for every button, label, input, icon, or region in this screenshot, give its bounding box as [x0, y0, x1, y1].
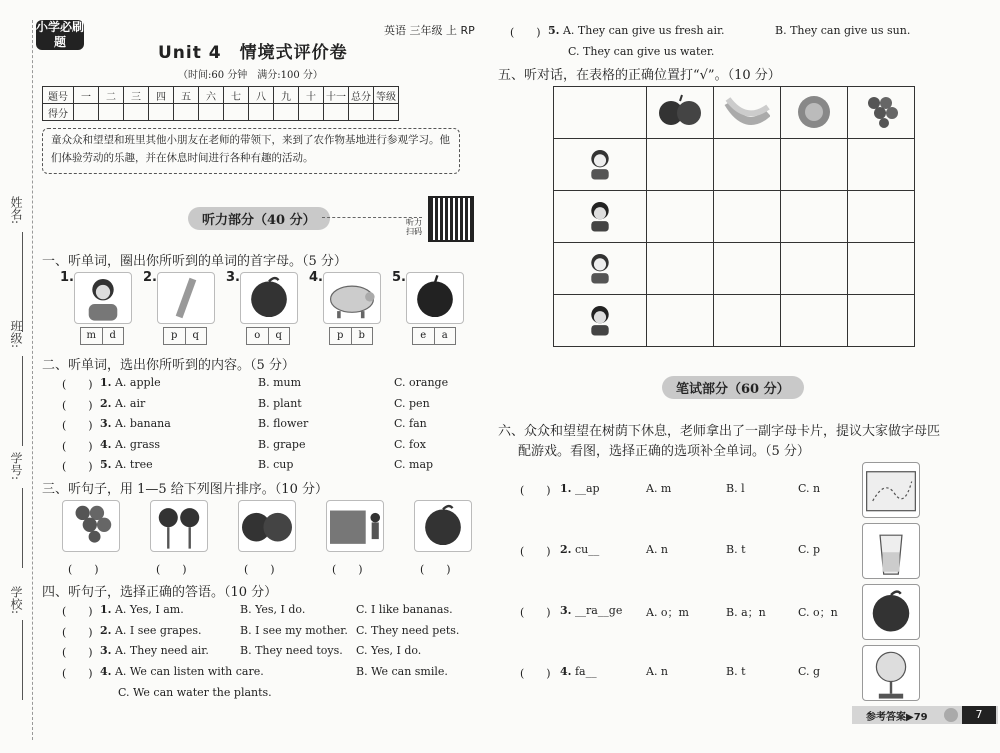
score-input-cell[interactable]: [174, 104, 199, 121]
sec6-question: [560, 665, 597, 678]
school-field[interactable]: [22, 620, 23, 700]
answer-paren[interactable]: ( ): [62, 398, 93, 412]
sec1-picture: [240, 272, 298, 324]
letter-option[interactable]: m: [86, 330, 96, 341]
letter-choice-box: [80, 327, 124, 345]
sec3-picture: [414, 500, 472, 552]
sec1-item-number: 2.: [143, 270, 157, 285]
sec4-row: [100, 644, 209, 657]
sec2-row: [100, 458, 153, 471]
sec6-question: [560, 482, 600, 495]
sec4-title: 四、听句子，选择正确的答语。（10 分）: [42, 585, 278, 600]
score-input-cell[interactable]: [349, 104, 374, 121]
sec3-picture: [150, 500, 208, 552]
answer-paren[interactable]: ( ): [62, 605, 93, 618]
sec5-title: 五、听对话，在表格的正确位置打“√”。（10 分）: [498, 68, 781, 83]
cup-icon: [863, 524, 919, 578]
q5-num: 5.: [548, 24, 560, 37]
score-input-cell[interactable]: [99, 104, 124, 121]
score-header-cell: 五: [174, 87, 199, 104]
score-table: [42, 86, 399, 121]
tick-cell[interactable]: [781, 139, 848, 191]
option-c[interactable]: C. I like bananas.: [356, 603, 453, 616]
option-c[interactable]: C. map: [394, 458, 434, 471]
score-header-cell: 题号: [43, 87, 74, 104]
boy-icon: [580, 196, 620, 234]
tick-cell[interactable]: [781, 243, 848, 295]
grid-corner: [554, 87, 647, 139]
sec3-title: 三、听句子，用 1—5 给下列图片排序。（10 分）: [42, 482, 328, 497]
boy-icon: [580, 300, 620, 338]
answer-paren[interactable]: ( ): [520, 484, 551, 497]
order-paren[interactable]: ( ): [420, 563, 451, 576]
letter-option[interactable]: q: [185, 328, 207, 344]
option-a[interactable]: A. o；m: [646, 606, 689, 619]
grid-header-row: [554, 87, 915, 139]
tick-cell[interactable]: [848, 191, 915, 243]
question-number: 5.: [100, 458, 112, 471]
option-a[interactable]: A. Yes, I am.: [114, 603, 184, 616]
answer-paren[interactable]: ( ): [520, 606, 551, 619]
question-number: 1.: [100, 376, 112, 389]
grid-person-cell: [554, 295, 647, 347]
answer-paren[interactable]: ( ): [520, 545, 551, 558]
letter-choice-box: [163, 327, 207, 345]
answer-paren[interactable]: ( ): [520, 667, 551, 680]
option-a[interactable]: A. air: [114, 396, 146, 410]
score-header-cell: 十一: [324, 87, 349, 104]
question-number: 4.: [100, 437, 112, 451]
name-field[interactable]: [22, 232, 23, 332]
word-blank: __ra__ge: [574, 604, 623, 617]
score-input-cell[interactable]: [74, 104, 99, 121]
word-blank: cu__: [574, 543, 600, 556]
q5-paren[interactable]: ( ): [510, 26, 541, 39]
option-c[interactable]: C. n: [798, 482, 821, 495]
letter-option[interactable]: q: [268, 328, 290, 344]
grid-person-cell: [554, 243, 647, 295]
option-c[interactable]: C. fan: [394, 417, 427, 430]
sec1-item-number: 3.: [226, 270, 240, 285]
score-header-cell: 一: [74, 87, 99, 104]
orange-icon: [791, 93, 837, 129]
score-input-cell[interactable]: [249, 104, 274, 121]
tick-cell[interactable]: [848, 139, 915, 191]
class-field[interactable]: [22, 356, 23, 446]
flowers-icon: [151, 501, 207, 551]
sec6-question: [560, 604, 622, 617]
sec4-row: [100, 603, 184, 616]
grid-person-row: [554, 191, 915, 243]
garden-icon: [327, 501, 383, 551]
grid-fruit-3: [781, 87, 848, 139]
school-field-label: 学校:: [9, 586, 23, 615]
option-c[interactable]: C. p: [798, 543, 821, 556]
tick-cell[interactable]: [647, 295, 714, 347]
binding-line: [32, 20, 33, 740]
order-paren[interactable]: ( ): [332, 563, 363, 576]
score-input-cell[interactable]: [124, 104, 149, 121]
score-header-row: [43, 87, 399, 104]
option-b[interactable]: B. cup: [258, 458, 294, 471]
letter-choice-box: [412, 327, 456, 345]
option-b[interactable]: B. mum: [258, 376, 302, 389]
page-title: Unit 4 情境式评价卷: [158, 43, 348, 63]
sec6-picture: [862, 462, 920, 518]
sec6-title-line2: 配游戏。看图，选择正确的选项补全单词。（5 分）: [518, 444, 810, 459]
sec6-question: [560, 543, 599, 556]
sec2-row: [100, 417, 171, 430]
sec5-grid: [553, 86, 915, 347]
q4-option-a[interactable]: A. We can listen with care.: [114, 665, 264, 678]
letter-choice-box: [246, 327, 290, 345]
score-header-cell: 十: [299, 87, 324, 104]
score-header-cell: 六: [199, 87, 224, 104]
q4-option-c[interactable]: C. We can water the plants.: [118, 686, 272, 699]
question-number: 2.: [560, 543, 572, 556]
option-b[interactable]: B. They need toys.: [240, 644, 343, 657]
option-b[interactable]: B. grape: [258, 437, 306, 451]
grid-person-row: [554, 243, 915, 295]
girl-icon: [580, 248, 620, 286]
sec1-item-number: 4.: [309, 270, 323, 285]
score-input-cell[interactable]: [149, 104, 174, 121]
q4-num: 4.: [100, 665, 112, 678]
grid-fruit-4: [848, 87, 915, 139]
woman-icon: [75, 273, 131, 323]
pen-icon: [158, 273, 214, 323]
option-c[interactable]: C. fox: [394, 437, 426, 451]
grid-fruit-2: [714, 87, 781, 139]
answer-paren[interactable]: ( ): [62, 625, 93, 639]
tick-cell[interactable]: [714, 295, 781, 347]
letter-option[interactable]: o: [254, 330, 261, 341]
option-a[interactable]: A. n: [646, 543, 669, 556]
letter-option[interactable]: p: [171, 330, 178, 341]
answer-paren[interactable]: ( ): [62, 419, 93, 432]
option-b[interactable]: B. t: [726, 665, 746, 678]
girl-icon: [580, 144, 620, 182]
score-input-cell[interactable]: [274, 104, 299, 121]
tick-cell[interactable]: [714, 243, 781, 295]
letter-option[interactable]: b: [351, 328, 373, 344]
letter-option[interactable]: e: [420, 330, 427, 341]
magnifier-icon: [944, 708, 958, 722]
tick-cell[interactable]: [781, 295, 848, 347]
orange-icon: [241, 273, 297, 323]
answer-paren[interactable]: ( ): [62, 460, 93, 473]
option-b[interactable]: B. plant: [258, 396, 302, 410]
score-label-cell: 得分: [43, 104, 74, 121]
tick-cell[interactable]: [781, 191, 848, 243]
sec3-picture: [62, 500, 120, 552]
question-number: 3.: [100, 417, 112, 430]
sec2-row: [100, 376, 161, 389]
intro-text: 童众众和望望和班里其他小朋友在老师的带领下，来到了农作物基地进行参观学习。他们体验劳动的乐趣，并在休息时间进行各种有趣的活动。: [42, 128, 460, 174]
class-field-label: 班级:: [9, 320, 23, 349]
apple-icon: [407, 273, 463, 323]
question-number: 2.: [100, 623, 112, 637]
qr-code-icon[interactable]: [428, 196, 474, 242]
option-b[interactable]: B. I see my mother.: [240, 623, 348, 637]
question-number: 3.: [100, 644, 112, 657]
option-c[interactable]: C. Yes, I do.: [356, 644, 422, 657]
tick-cell[interactable]: [714, 191, 781, 243]
q5-option-a[interactable]: A. They can give us fresh air.: [562, 24, 725, 37]
score-header-cell: 二: [99, 87, 124, 104]
grapes-icon: [63, 501, 119, 551]
q4-option-b[interactable]: B. We can smile.: [356, 665, 448, 678]
option-a[interactable]: A. n: [646, 665, 669, 678]
bananas-icon: [724, 93, 770, 129]
score-value-row: [43, 104, 399, 121]
sec4-row: [100, 624, 201, 637]
orange-icon: [415, 501, 471, 551]
option-c[interactable]: C. pen: [394, 396, 430, 410]
answer-ref[interactable]: 参考答案▶79: [866, 712, 928, 723]
order-paren[interactable]: ( ): [244, 563, 275, 576]
tick-cell[interactable]: [714, 139, 781, 191]
letter-option[interactable]: a: [434, 328, 456, 344]
option-c[interactable]: C. orange: [394, 376, 449, 389]
orange-icon: [863, 585, 919, 639]
letter-choice-box: [329, 327, 373, 345]
option-b[interactable]: B. l: [726, 482, 745, 495]
score-header-cell: 四: [149, 87, 174, 104]
tick-cell[interactable]: [647, 139, 714, 191]
sec6-picture: [862, 645, 920, 701]
answer-paren[interactable]: ( ): [62, 646, 93, 659]
score-header-cell: 等级: [374, 87, 399, 104]
sec2-title: 二、听单词，选出你所听到的内容。（5 分）: [42, 358, 295, 373]
question-number: 1.: [100, 603, 112, 616]
tick-cell[interactable]: [848, 243, 915, 295]
apples-icon: [239, 501, 295, 551]
question-number: 3.: [560, 604, 572, 617]
option-a[interactable]: A. m: [646, 482, 672, 495]
option-b[interactable]: B. flower: [258, 417, 309, 430]
score-header-cell: 八: [249, 87, 274, 104]
q4-paren[interactable]: ( ): [62, 667, 93, 680]
option-b[interactable]: B. Yes, I do.: [240, 603, 306, 616]
word-blank: fa__: [574, 665, 597, 678]
sec1-item-number: 1.: [60, 270, 74, 285]
sec6-picture: [862, 584, 920, 640]
time-info: （时间:60 分钟 满分:100 分）: [178, 70, 323, 81]
question-number: 4.: [560, 665, 572, 678]
sec1-item-number: 5.: [392, 270, 406, 285]
option-a[interactable]: A. apple: [114, 376, 161, 389]
sec2-row: [100, 438, 160, 451]
q5-option-b[interactable]: B. They can give us sun.: [775, 24, 911, 37]
sec6-title-line1: 六、众众和望望在树荫下休息，老师拿出了一副字母卡片，提议大家做字母匹: [498, 424, 941, 439]
order-paren[interactable]: ( ): [68, 563, 99, 576]
sec1-picture: [406, 272, 464, 324]
letter-option[interactable]: d: [102, 328, 124, 344]
option-c[interactable]: C. o；n: [798, 606, 838, 619]
tick-cell[interactable]: [848, 295, 915, 347]
map-icon: [863, 463, 919, 517]
grapes-icon: [858, 93, 904, 129]
score-header-cell: 九: [274, 87, 299, 104]
sec1-picture: [157, 272, 215, 324]
grid-fruit-1: [647, 87, 714, 139]
sec1-title: 一、听单词，圈出你所听到的单词的首字母。（5 分）: [42, 254, 347, 269]
order-paren[interactable]: ( ): [156, 563, 187, 576]
qr-label: 听力扫码: [406, 218, 422, 236]
option-c[interactable]: C. They need pets.: [356, 623, 460, 637]
name-field-label: 姓名:: [9, 196, 23, 225]
sec6-picture: [862, 523, 920, 579]
score-header-cell: 三: [124, 87, 149, 104]
apples-icon: [657, 93, 703, 129]
option-b[interactable]: B. a；n: [726, 606, 766, 619]
score-input-cell[interactable]: [199, 104, 224, 121]
score-input-cell[interactable]: [324, 104, 349, 121]
answer-paren[interactable]: ( ): [62, 439, 93, 453]
grid-person-cell: [554, 139, 647, 191]
id-field-label: 学号:: [9, 452, 23, 481]
word-blank: __ap: [574, 482, 600, 495]
question-number: 2.: [100, 396, 112, 410]
written-header: 笔试部分（60 分）: [662, 376, 804, 399]
q5-option-c[interactable]: C. They can give us water.: [568, 45, 715, 58]
letter-option[interactable]: p: [337, 330, 344, 341]
score-input-cell[interactable]: [374, 104, 399, 121]
grid-person-row: [554, 139, 915, 191]
page-number: 7: [962, 706, 996, 724]
grid-person-row: [554, 295, 915, 347]
sec3-picture: [238, 500, 296, 552]
option-a[interactable]: A. grass: [114, 437, 161, 451]
option-c[interactable]: C. g: [798, 665, 821, 678]
score-header-cell: 七: [224, 87, 249, 104]
option-b[interactable]: B. t: [726, 543, 746, 556]
score-header-cell: 总分: [349, 87, 374, 104]
tick-cell[interactable]: [647, 243, 714, 295]
sec1-picture: [323, 272, 381, 324]
answer-paren[interactable]: ( ): [62, 378, 93, 391]
option-a[interactable]: A. I see grapes.: [114, 623, 202, 637]
sec3-picture: [326, 500, 384, 552]
score-input-cell[interactable]: [299, 104, 324, 121]
pig-icon: [324, 273, 380, 323]
logo: [36, 14, 94, 64]
option-a[interactable]: A. tree: [114, 458, 153, 471]
question-number: 1.: [560, 482, 572, 495]
logo-text: 小学必刷题: [36, 20, 85, 49]
sec2-row: [100, 397, 145, 410]
grid-person-cell: [554, 191, 647, 243]
tick-cell[interactable]: [647, 191, 714, 243]
score-input-cell[interactable]: [224, 104, 249, 121]
option-a[interactable]: A. They need air.: [114, 644, 209, 657]
id-field[interactable]: [22, 488, 23, 568]
subject-tag: 英语 三年级 上 RP: [384, 24, 475, 37]
sec1-picture: [74, 272, 132, 324]
fan-icon: [863, 646, 919, 700]
option-a[interactable]: A. banana: [114, 417, 171, 430]
listening-header: 听力部分（40 分）: [188, 207, 330, 230]
